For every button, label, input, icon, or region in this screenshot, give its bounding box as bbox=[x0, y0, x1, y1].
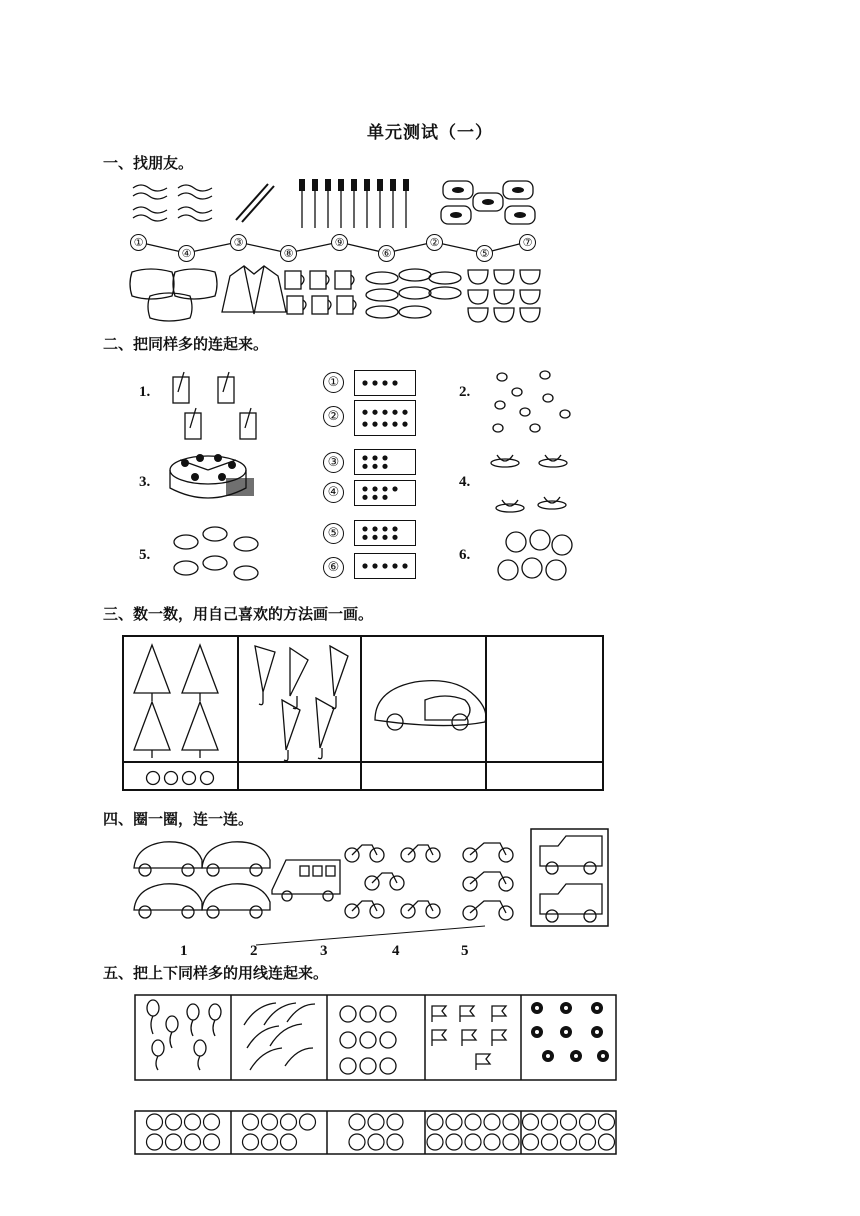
count-circle bbox=[262, 1134, 278, 1150]
count-circle bbox=[446, 1114, 462, 1130]
item-label-5: 5. bbox=[139, 547, 151, 563]
box-label-1: ① bbox=[323, 372, 344, 393]
count-circle bbox=[542, 1114, 558, 1130]
count-circle bbox=[523, 1114, 539, 1130]
box-label-5: ⑤ bbox=[323, 523, 344, 544]
count-number-2: 2 bbox=[250, 943, 258, 959]
section-4-heading: 四、圈一圈，连一连。 bbox=[103, 810, 254, 828]
count-circle bbox=[387, 1134, 403, 1150]
count-circle bbox=[281, 1134, 297, 1150]
count-circle bbox=[204, 1114, 220, 1130]
count-circle bbox=[185, 1134, 201, 1150]
count-circle bbox=[561, 1114, 577, 1130]
box-label-6: ⑥ bbox=[323, 557, 344, 578]
box-label-4: ④ bbox=[323, 482, 344, 503]
match-number-3: ③ bbox=[230, 234, 247, 251]
page-title: 单元测试（一） bbox=[367, 123, 493, 143]
count-circle bbox=[465, 1134, 481, 1150]
count-circle bbox=[147, 1134, 163, 1150]
count-circle bbox=[446, 1134, 462, 1150]
item-label-6: 6. bbox=[459, 547, 471, 563]
count-circle bbox=[465, 1114, 481, 1130]
count-circle bbox=[368, 1114, 384, 1130]
match-number-4: ⑧ bbox=[280, 245, 297, 262]
count-circle bbox=[185, 1114, 201, 1130]
section-2-heading: 二、把同样多的连起来。 bbox=[103, 335, 269, 353]
match-number-9: ⑦ bbox=[519, 234, 536, 251]
count-circle bbox=[368, 1134, 384, 1150]
match-number-6: ⑥ bbox=[378, 245, 395, 262]
count-number-4: 4 bbox=[392, 943, 400, 959]
count-circle bbox=[561, 1134, 577, 1150]
count-circle bbox=[599, 1114, 615, 1130]
count-number-5: 5 bbox=[461, 943, 469, 959]
section-5-heading: 五、把上下同样多的用线连起来。 bbox=[103, 964, 329, 982]
count-circle bbox=[503, 1134, 519, 1150]
count-circle bbox=[166, 1114, 182, 1130]
item-label-4: 4. bbox=[459, 474, 471, 490]
count-circle bbox=[204, 1134, 220, 1150]
count-circle bbox=[300, 1114, 316, 1130]
count-number-3: 3 bbox=[320, 943, 328, 959]
count-circle bbox=[427, 1134, 443, 1150]
count-circle bbox=[262, 1114, 278, 1130]
match-number-1: ① bbox=[130, 234, 147, 251]
count-circle bbox=[349, 1134, 365, 1150]
count-circle bbox=[166, 1134, 182, 1150]
count-number-1: 1 bbox=[180, 943, 188, 959]
count-circle bbox=[484, 1134, 500, 1150]
item-label-3: 3. bbox=[139, 474, 151, 490]
count-circle bbox=[580, 1114, 596, 1130]
count-circle bbox=[281, 1114, 297, 1130]
item-label-1: 1. bbox=[139, 384, 151, 400]
box-label-3: ③ bbox=[323, 452, 344, 473]
section-1-heading: 一、找朋友。 bbox=[103, 154, 194, 172]
match-number-7: ② bbox=[426, 234, 443, 251]
count-circle bbox=[349, 1114, 365, 1130]
count-circle bbox=[387, 1114, 403, 1130]
count-circle bbox=[542, 1134, 558, 1150]
box-label-2: ② bbox=[323, 406, 344, 427]
match-number-2: ④ bbox=[178, 245, 195, 262]
item-label-2: 2. bbox=[459, 384, 471, 400]
count-circle bbox=[523, 1134, 539, 1150]
count-circle bbox=[243, 1134, 259, 1150]
count-circle bbox=[243, 1114, 259, 1130]
section-3-heading: 三、数一数，用自己喜欢的方法画一画。 bbox=[103, 605, 374, 623]
count-circle bbox=[503, 1114, 519, 1130]
match-number-8: ⑤ bbox=[476, 245, 493, 262]
count-circle bbox=[599, 1134, 615, 1150]
count-circle bbox=[427, 1114, 443, 1130]
count-circle bbox=[147, 1114, 163, 1130]
count-circle bbox=[484, 1114, 500, 1130]
count-circle bbox=[580, 1134, 596, 1150]
match-number-5: ⑨ bbox=[331, 234, 348, 251]
